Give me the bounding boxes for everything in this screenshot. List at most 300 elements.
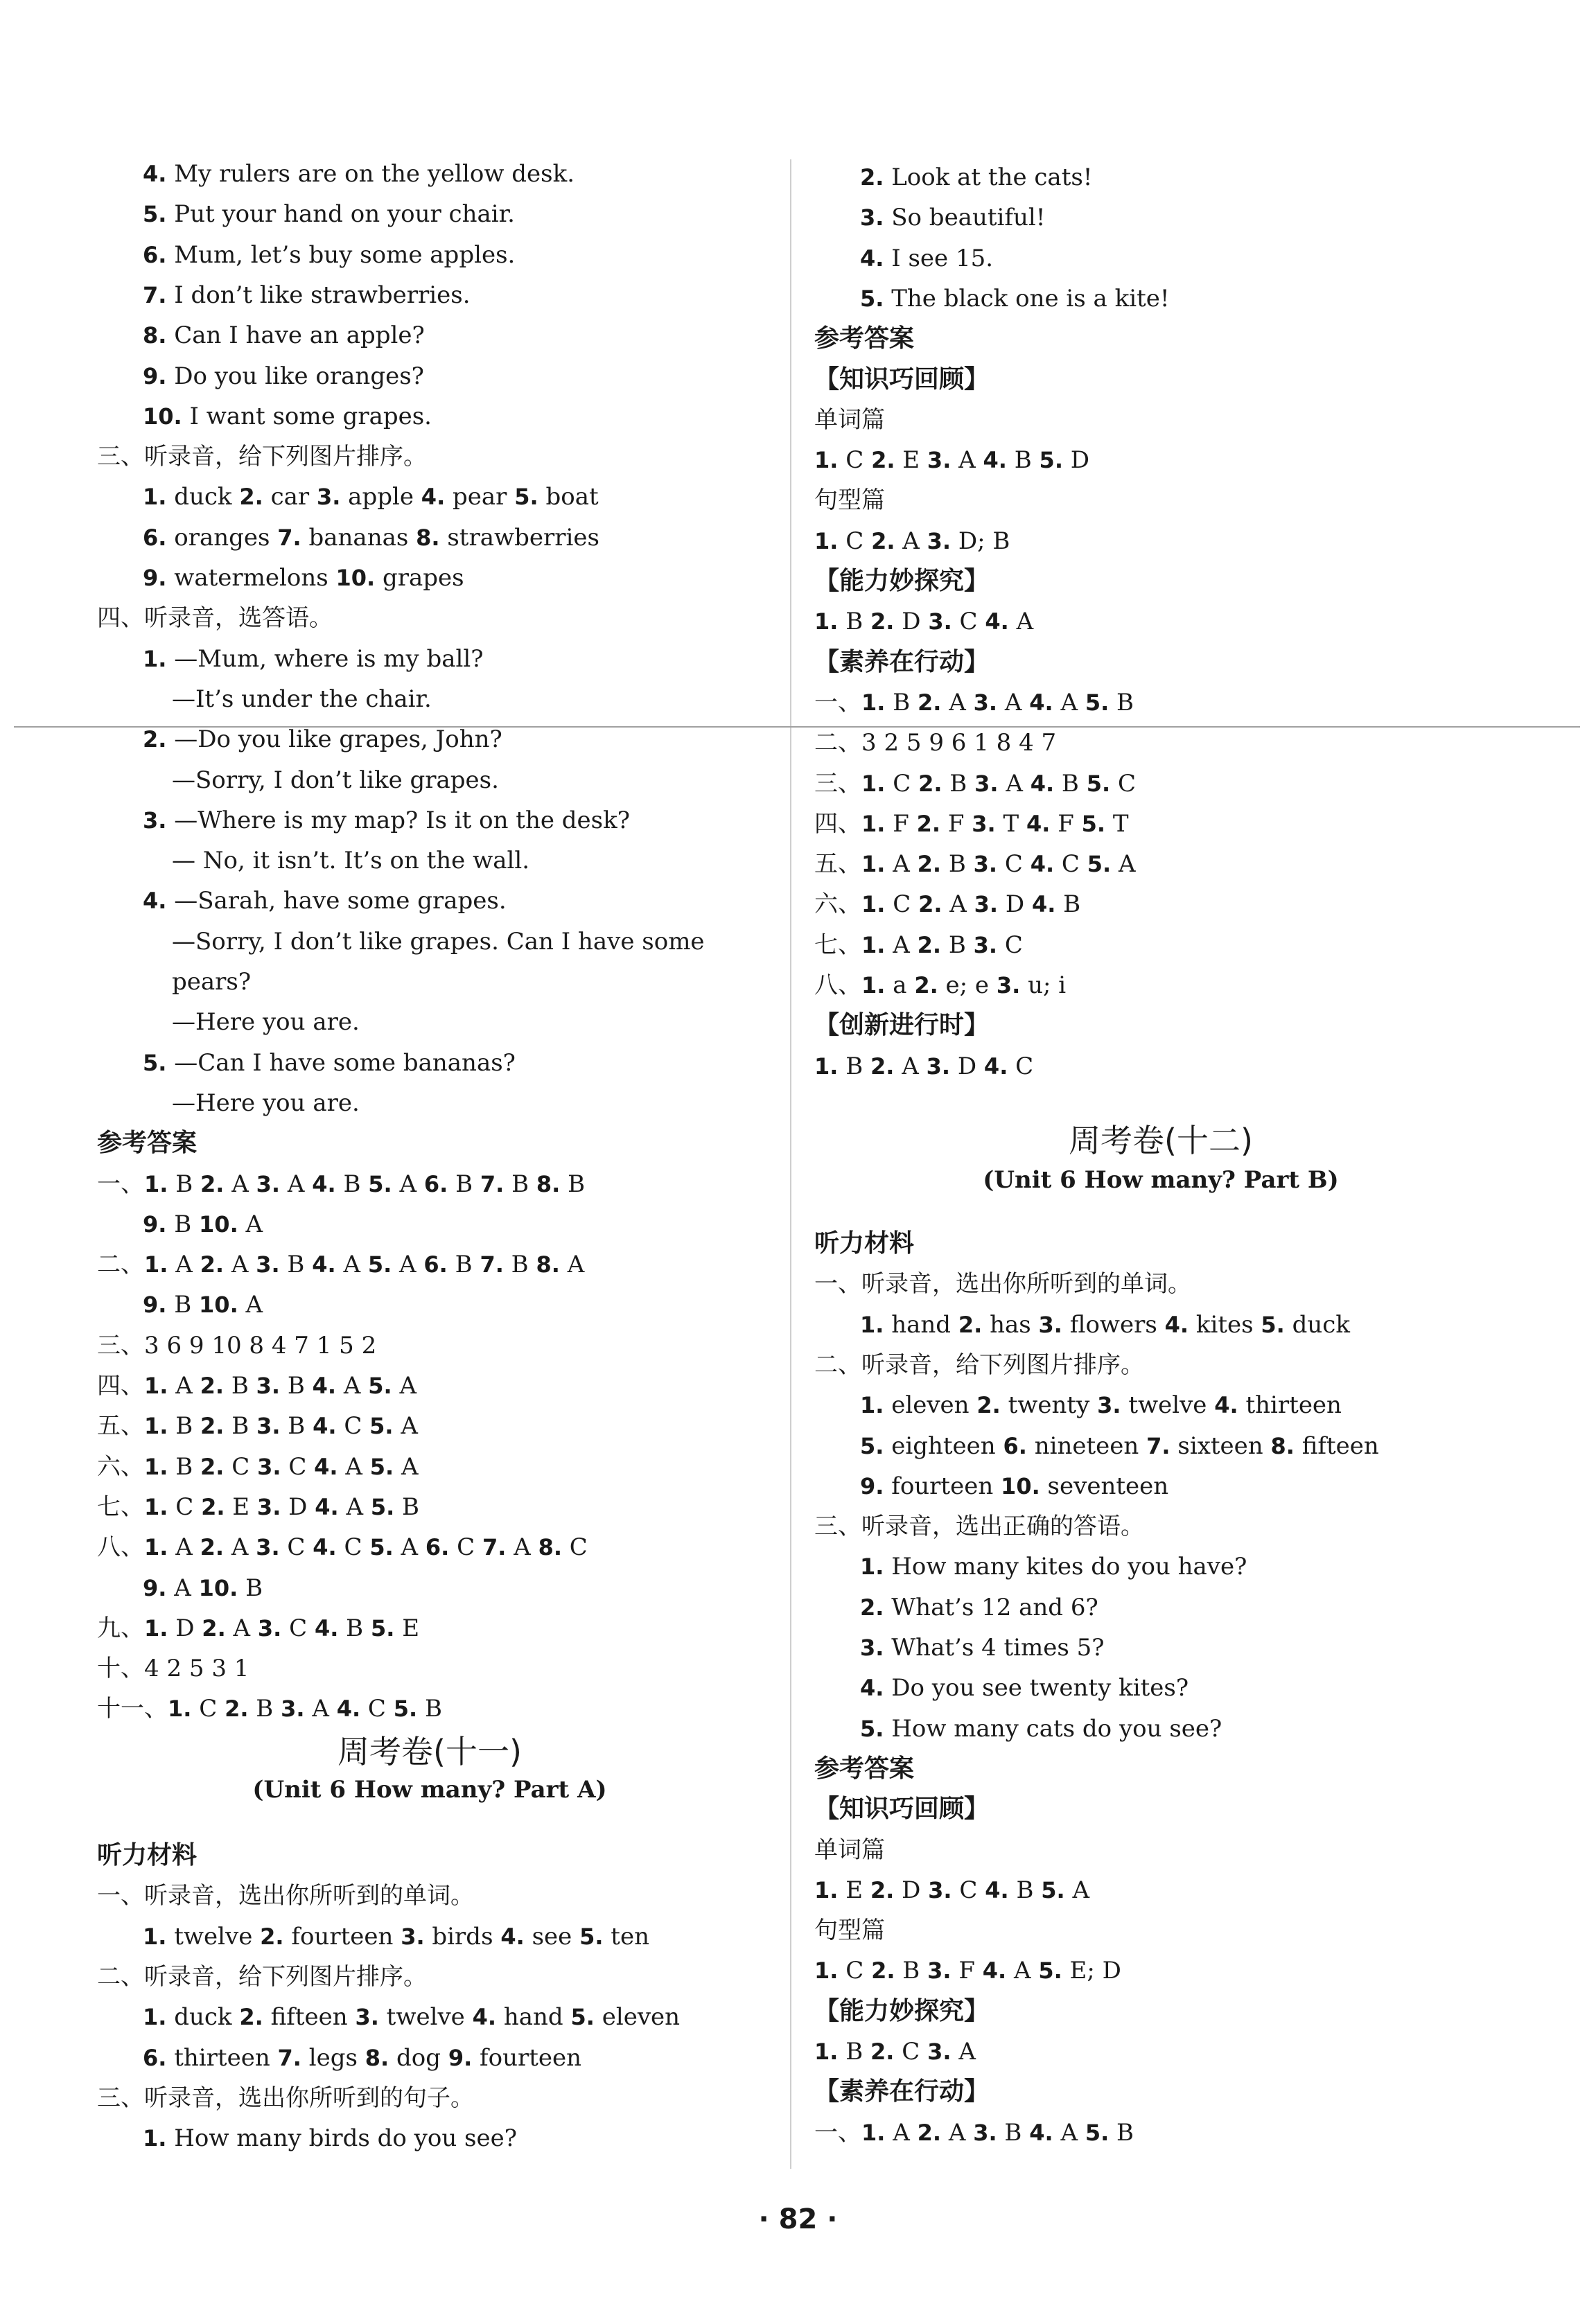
- item-text: —Where is my map? Is it on the desk?: [166, 806, 630, 834]
- text-line: [143, 1289, 263, 1321]
- text-line: [143, 239, 515, 271]
- item-text: E: [225, 1493, 257, 1521]
- page-number: · 82 ·: [758, 2203, 838, 2235]
- item-text: — No, it isn’t. It’s on the wall.: [172, 847, 530, 875]
- item-number: 3.: [927, 1957, 952, 1984]
- item-text: A: [392, 1170, 424, 1198]
- item-number: 5.: [143, 1049, 167, 1076]
- item-number: 5.: [1087, 851, 1112, 878]
- item-text: F: [940, 809, 972, 838]
- item-text: B: [238, 1574, 263, 1602]
- item-text: Can I have an apple?: [166, 322, 425, 350]
- item-number: 2.: [200, 1373, 225, 1399]
- item-number: 5.: [570, 2004, 595, 2031]
- item-text: 【能力妙探究】: [814, 567, 990, 595]
- section-heading: [814, 2076, 989, 2108]
- item-text: C: [1054, 850, 1087, 879]
- item-text: B: [166, 1291, 200, 1319]
- item-number: 7.: [277, 524, 301, 551]
- item-text: C: [224, 1452, 258, 1481]
- item-text: 六、: [97, 1452, 144, 1481]
- item-number: 2.: [200, 1453, 225, 1480]
- item-text: I don’t like strawberries.: [166, 281, 471, 309]
- item-text: kites: [1189, 1310, 1261, 1339]
- text-line: [860, 243, 993, 274]
- text-line: [860, 1551, 1247, 1583]
- section-heading: [814, 323, 914, 355]
- item-text: 十一、: [97, 1695, 168, 1723]
- item-text: oranges: [166, 523, 278, 552]
- item-text: T: [1105, 809, 1129, 838]
- item-text: 四、: [814, 809, 861, 838]
- item-number: 3.: [256, 1534, 280, 1561]
- item-text: fifteen: [1294, 1432, 1379, 1460]
- item-number: 1.: [143, 1923, 167, 1950]
- item-text: C: [191, 1695, 225, 1723]
- section-heading: [814, 1753, 914, 1785]
- item-text: D; B: [951, 527, 1010, 555]
- item-text: D: [894, 608, 929, 636]
- item-number: 1.: [143, 484, 167, 511]
- item-number: 6.: [143, 241, 167, 268]
- text-line: [860, 283, 1170, 315]
- section-heading: [814, 646, 989, 678]
- item-number: 7.: [1146, 1432, 1170, 1459]
- item-text: B: [838, 608, 871, 636]
- item-number: 1.: [861, 689, 886, 716]
- item-number: 4.: [985, 1876, 1009, 1903]
- item-text: has: [982, 1310, 1039, 1339]
- item-number: 10.: [143, 403, 182, 430]
- item-text: E: [838, 1876, 870, 1904]
- text-line: [97, 1491, 419, 1523]
- item-text: thirteen: [1238, 1391, 1342, 1420]
- item-text: A: [337, 1452, 370, 1481]
- item-text: B: [895, 1957, 928, 1985]
- item-text: A: [168, 1533, 200, 1562]
- section-heading: [97, 1840, 197, 1872]
- item-text: C: [838, 1957, 872, 1985]
- text-line: [143, 2042, 581, 2074]
- item-number: 2.: [870, 2039, 895, 2065]
- item-number: 3.: [973, 851, 998, 878]
- item-number: 1.: [814, 1053, 839, 1080]
- item-text: thirteen: [166, 2043, 278, 2072]
- item-number: 4.: [143, 161, 167, 187]
- item-number: 10.: [1001, 1472, 1040, 1499]
- item-number: 4.: [1164, 1311, 1189, 1338]
- item-number: 8.: [1270, 1432, 1295, 1459]
- text-line: [143, 1047, 516, 1079]
- item-number: 2.: [871, 527, 895, 554]
- item-number: 1.: [814, 1957, 839, 1984]
- item-text: 【知识巧回顾】: [814, 364, 990, 394]
- item-text: A: [166, 1574, 199, 1602]
- item-text: —Can I have some bananas?: [166, 1048, 516, 1077]
- item-text: B: [941, 931, 974, 959]
- item-text: 参考答案: [814, 1754, 915, 1783]
- item-text: A: [998, 769, 1031, 798]
- item-number: 3.: [928, 1876, 952, 1903]
- item-text: 四、: [97, 1372, 144, 1400]
- item-number: 9.: [860, 1472, 884, 1499]
- item-number: 9.: [143, 565, 167, 591]
- item-text: B: [394, 1493, 420, 1521]
- item-text: watermelons: [166, 564, 336, 592]
- item-number: 2.: [260, 1923, 284, 1950]
- item-text: C: [885, 769, 919, 798]
- item-text: B: [503, 1251, 536, 1279]
- item-text: 【素养在行动】: [814, 647, 990, 676]
- text-line: [814, 525, 1010, 557]
- item-number: 1.: [814, 1876, 839, 1903]
- item-text: B: [168, 1452, 201, 1481]
- item-number: 5.: [1038, 1957, 1062, 1984]
- text-line: [860, 1430, 1379, 1462]
- item-number: 1.: [861, 851, 886, 878]
- item-number: 2.: [958, 1311, 983, 1338]
- item-number: 2.: [916, 810, 941, 837]
- item-text: C: [952, 608, 985, 636]
- item-text: 二、3 2 5 9 6 1 8 4 7: [814, 729, 1057, 757]
- text-line: [172, 926, 705, 958]
- item-text: A: [238, 1291, 263, 1319]
- item-text: B: [1054, 769, 1087, 798]
- item-text: A: [393, 1533, 426, 1562]
- item-number: 2.: [917, 851, 942, 878]
- item-text: A: [304, 1695, 337, 1723]
- item-text: 三、3 6 9 10 8 4 7 1 5 2: [97, 1331, 377, 1359]
- item-text: What’s 12 and 6?: [884, 1593, 1098, 1621]
- item-text: duck: [166, 2003, 240, 2032]
- text-line: [97, 1961, 427, 1993]
- item-text: C: [449, 1533, 482, 1562]
- item-text: strawberries: [439, 523, 599, 552]
- item-number: 3.: [927, 447, 952, 474]
- text-line: [143, 723, 502, 755]
- item-text: 四、听录音，选答语。: [97, 604, 333, 633]
- item-text: 二、: [97, 1251, 144, 1279]
- item-text: A: [942, 890, 974, 919]
- item-number: 4.: [314, 1453, 338, 1480]
- item-text: C: [281, 1614, 315, 1642]
- item-number: 3.: [1038, 1311, 1062, 1338]
- item-text: grapes: [375, 564, 464, 592]
- item-text: apple: [340, 483, 421, 511]
- item-number: 2.: [225, 1696, 249, 1723]
- text-line: [143, 360, 424, 392]
- item-text: 一、: [814, 2118, 861, 2147]
- text-line: [172, 764, 499, 796]
- item-number: 5.: [369, 1534, 394, 1561]
- item-number: 4.: [315, 1493, 339, 1520]
- item-text: C: [838, 446, 872, 475]
- item-text: B: [447, 1251, 480, 1279]
- text-line: [143, 522, 599, 554]
- item-text: B: [941, 850, 974, 879]
- text-line: [814, 2117, 1134, 2149]
- item-number: 4.: [1030, 770, 1055, 797]
- item-text: duck: [1284, 1310, 1350, 1339]
- item-number: 3.: [927, 2039, 952, 2065]
- item-text: So beautiful!: [884, 204, 1046, 232]
- item-number: 5.: [143, 201, 167, 228]
- item-text: 二、听录音，给下列图片排序。: [97, 1962, 427, 1991]
- text-line: [143, 804, 630, 836]
- text-line: [172, 845, 529, 877]
- text-line: [814, 1349, 1144, 1381]
- text-line: [143, 319, 425, 351]
- item-text: —Here you are.: [172, 1089, 360, 1117]
- item-text: hand: [496, 2003, 571, 2032]
- item-number: 9.: [143, 1211, 167, 1238]
- item-text: dog: [389, 2043, 448, 2072]
- item-number: 4.: [314, 1614, 339, 1641]
- item-text: I want some grapes.: [182, 402, 432, 430]
- text-line: [172, 683, 432, 715]
- item-number: 2.: [143, 726, 167, 753]
- text-line: [814, 1914, 885, 1946]
- item-text: —Mum, where is my ball?: [166, 644, 484, 673]
- item-number: 3.: [974, 770, 999, 797]
- item-number: 8.: [143, 322, 167, 349]
- item-text: twelve: [378, 2003, 473, 2032]
- item-text: A: [997, 688, 1030, 716]
- item-number: 1.: [861, 931, 886, 958]
- item-text: A: [941, 2118, 974, 2147]
- text-line: [814, 687, 1134, 719]
- item-text: B: [838, 2038, 871, 2066]
- item-text: B: [338, 1614, 371, 1642]
- item-number: 5.: [1081, 810, 1106, 837]
- item-text: 【创新进行时】: [814, 1011, 990, 1040]
- item-text: B: [1055, 890, 1081, 919]
- text-line: [97, 1880, 474, 1912]
- text-line: [97, 1410, 418, 1442]
- item-text: C: [336, 1412, 370, 1441]
- item-number: 3.: [256, 1170, 281, 1197]
- item-text: C: [360, 1695, 394, 1723]
- text-line: [814, 1874, 1089, 1906]
- item-text: eleven: [594, 2003, 681, 2032]
- text-line: [172, 1006, 360, 1038]
- item-text: 听力材料: [814, 1229, 915, 1258]
- item-number: 4.: [313, 1413, 337, 1440]
- item-number: 2.: [239, 2004, 263, 2031]
- item-number: 2.: [202, 1614, 226, 1641]
- item-text: ten: [603, 1922, 649, 1951]
- item-text: C: [168, 1493, 202, 1521]
- item-text: sixteen: [1170, 1432, 1271, 1460]
- item-number: 6.: [425, 1534, 450, 1561]
- item-text: D: [281, 1493, 315, 1521]
- item-text: 五、: [97, 1412, 144, 1441]
- item-number: 4.: [500, 1923, 525, 1950]
- item-text: A: [1053, 2118, 1085, 2147]
- item-number: 7.: [482, 1534, 507, 1561]
- text-line: [143, 400, 432, 432]
- item-text: 七、: [814, 931, 861, 959]
- item-number: 4.: [983, 1053, 1008, 1080]
- item-number: 4.: [982, 1957, 1007, 1984]
- item-text: Put your hand on your chair.: [166, 200, 515, 229]
- item-number: 5.: [370, 1614, 395, 1641]
- item-text: fourteen: [884, 1472, 1001, 1500]
- item-text: B: [279, 1251, 313, 1279]
- item-number: 1.: [144, 1373, 168, 1399]
- item-text: nineteen: [1026, 1432, 1147, 1460]
- item-text: 三、听录音，选出你所听到的句子。: [97, 2084, 474, 2112]
- item-text: C: [838, 527, 872, 555]
- item-number: 2.: [918, 891, 942, 918]
- item-text: A: [394, 1452, 419, 1481]
- item-text: 九、: [97, 1614, 144, 1642]
- text-line: [814, 888, 1080, 920]
- item-number: 8.: [538, 1534, 562, 1561]
- item-number: 3.: [1097, 1392, 1121, 1419]
- item-text: A: [1006, 1957, 1039, 1985]
- item-text: A: [885, 850, 918, 879]
- item-text: B: [504, 1170, 536, 1198]
- item-text: B: [335, 1170, 369, 1198]
- item-text: fourteen: [283, 1922, 401, 1951]
- item-number: 5.: [393, 1696, 418, 1723]
- item-number: 5.: [860, 285, 884, 312]
- item-text: B: [417, 1695, 442, 1723]
- item-text: B: [166, 1210, 200, 1238]
- item-text: e; e: [938, 971, 997, 999]
- item-text: B: [280, 1412, 313, 1441]
- item-text: 【知识巧回顾】: [814, 1795, 990, 1824]
- item-text: A: [885, 931, 918, 959]
- item-text: twelve: [166, 1922, 261, 1951]
- item-text: twenty: [1000, 1391, 1098, 1420]
- text-line: [814, 2036, 976, 2068]
- item-number: 1.: [144, 1170, 168, 1197]
- text-line: [860, 1632, 1105, 1664]
- item-number: 4.: [313, 1534, 337, 1561]
- section-heading: [814, 364, 989, 396]
- item-text: A: [280, 1170, 313, 1198]
- item-text: F: [1050, 809, 1082, 838]
- item-number: 4.: [312, 1170, 336, 1197]
- item-text: B: [1006, 446, 1040, 475]
- item-text: 三、听录音，给下列图片排序。: [97, 443, 427, 471]
- item-text: B: [560, 1170, 586, 1198]
- text-line: [814, 1955, 1121, 1987]
- item-text: A: [894, 1052, 927, 1080]
- item-number: 2.: [200, 1251, 225, 1278]
- item-number: 5.: [367, 1251, 392, 1278]
- item-number: 1.: [144, 1251, 168, 1278]
- item-text: D: [1062, 446, 1090, 475]
- item-text: Mum, let’s buy some apples.: [166, 240, 516, 269]
- item-text: B: [942, 769, 975, 798]
- item-number: 4.: [143, 888, 167, 915]
- item-text: C: [894, 2038, 928, 2066]
- item-number: 5.: [1039, 447, 1063, 474]
- item-text: A: [392, 1372, 417, 1400]
- item-number: 9.: [448, 2044, 473, 2071]
- text-line: [814, 808, 1129, 840]
- item-number: 10.: [199, 1211, 238, 1238]
- text-line: [143, 2122, 517, 2154]
- item-text: How many cats do you see?: [884, 1714, 1222, 1743]
- item-number: 3.: [974, 891, 999, 918]
- item-text: C: [952, 1876, 985, 1904]
- item-text: 参考答案: [814, 324, 915, 353]
- item-text: E: [394, 1614, 420, 1642]
- item-number: 1.: [814, 608, 839, 635]
- item-number: 3.: [996, 972, 1021, 998]
- item-text: —Sarah, have some grapes.: [166, 887, 507, 915]
- item-number: 7.: [277, 2044, 301, 2071]
- item-number: 4.: [860, 245, 884, 272]
- text-line: [814, 1268, 1191, 1300]
- text-line: [814, 1834, 885, 1866]
- item-number: 5.: [860, 1432, 884, 1459]
- item-number: 5.: [1085, 2119, 1110, 2146]
- item-text: How many birds do you see?: [166, 2124, 517, 2153]
- item-number: 1.: [861, 770, 886, 797]
- item-number: 3.: [257, 1614, 282, 1641]
- item-text: 三、听录音，选出正确的答语。: [814, 1513, 1144, 1541]
- item-text: seventeen: [1040, 1472, 1169, 1500]
- item-number: 1.: [861, 972, 886, 998]
- text-line: [97, 1531, 588, 1563]
- item-number: 3.: [256, 1373, 281, 1399]
- text-line: [814, 444, 1089, 476]
- item-number: 3.: [973, 689, 998, 716]
- item-number: 7.: [480, 1251, 504, 1278]
- text-line: [143, 279, 471, 311]
- text-line: [814, 1511, 1144, 1542]
- item-number: 2.: [239, 484, 263, 511]
- item-text: eleven: [884, 1391, 977, 1420]
- item-text: What’s 4 times 5?: [884, 1634, 1105, 1662]
- text-line: [97, 2082, 474, 2114]
- item-number: 2.: [917, 931, 942, 958]
- item-number: 2.: [860, 1594, 884, 1621]
- item-number: 8.: [536, 1170, 561, 1197]
- item-text: 八、: [814, 971, 861, 999]
- item-number: 1.: [143, 645, 167, 672]
- item-text: 一、听录音，选出你所听到的单词。: [814, 1270, 1191, 1299]
- item-text: —Here you are.: [172, 1008, 360, 1037]
- item-text: D: [998, 890, 1032, 919]
- text-line: [143, 481, 599, 513]
- item-number: 2.: [976, 1392, 1001, 1419]
- text-line: [814, 606, 1033, 637]
- item-text: A: [951, 446, 983, 475]
- section-heading: [814, 1793, 989, 1825]
- item-text: B: [997, 2118, 1030, 2147]
- text-line: [97, 602, 333, 634]
- text-line: [97, 1612, 419, 1644]
- item-number: 2.: [200, 1170, 225, 1197]
- text-line: [814, 848, 1136, 880]
- item-number: 3.: [257, 1453, 281, 1480]
- item-number: 6.: [143, 524, 167, 551]
- item-text: B: [1109, 688, 1134, 716]
- item-text: twelve: [1121, 1391, 1215, 1420]
- item-number: 1.: [861, 2119, 886, 2146]
- item-number: 1.: [861, 810, 886, 837]
- section-subtitle-12: (Unit 6 How many? Part B): [983, 1166, 1339, 1194]
- item-number: 3.: [926, 1053, 951, 1080]
- text-line: [97, 1693, 442, 1725]
- item-number: 3.: [973, 2119, 997, 2146]
